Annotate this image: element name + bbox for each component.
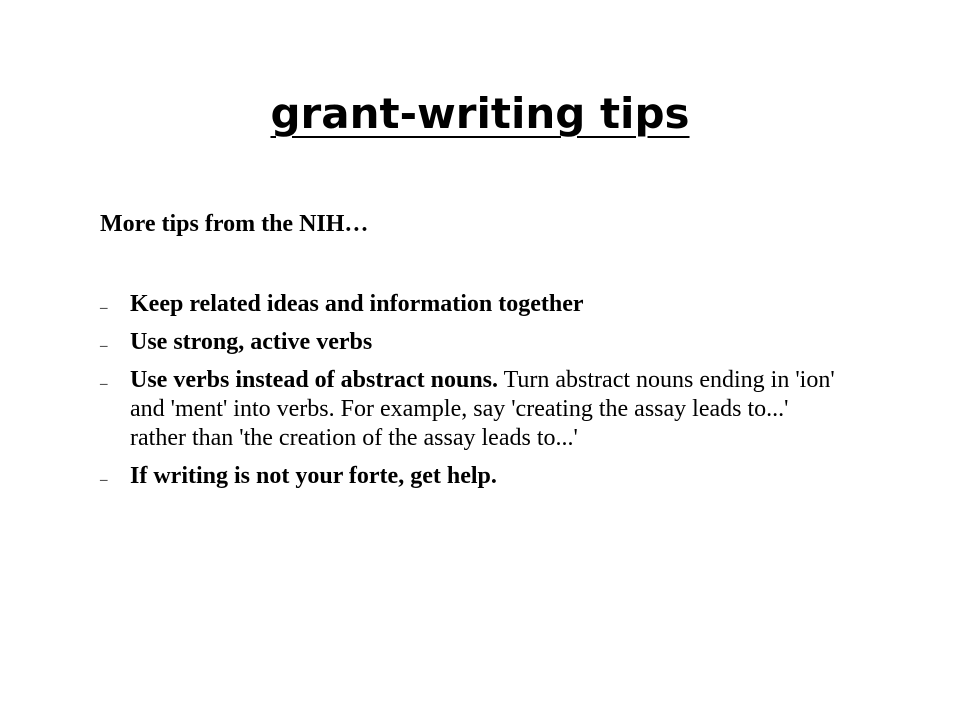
tip-bold-text: Keep related ideas and information together [130,291,584,317]
tip-bold-text: Use verbs instead of abstract nouns. [130,367,499,393]
dash-bullet-icon: – [100,376,108,392]
list-item [100,366,840,453]
slide-subtitle: More tips from the NIH… [100,211,369,237]
slide-title-text: grant-writing tips [270,89,690,138]
tips-list [100,290,840,500]
list-item [100,328,840,357]
dash-bullet-icon: – [100,472,108,488]
list-item [100,462,840,491]
slide-title [0,86,960,142]
dash-bullet-icon: – [100,338,108,354]
list-item [100,290,840,319]
tip-body-text: Turn abstract nouns ending in 'ion' and 'ment' into verbs. For example, say 'creating the assay leads to...' rather than 'the creation of the assay leads to...' [130,367,835,451]
dash-bullet-icon: – [100,300,108,316]
tip-bold-text: Use strong, active verbs [130,329,373,355]
tip-bold-text: If writing is not your forte, get help. [130,463,497,489]
